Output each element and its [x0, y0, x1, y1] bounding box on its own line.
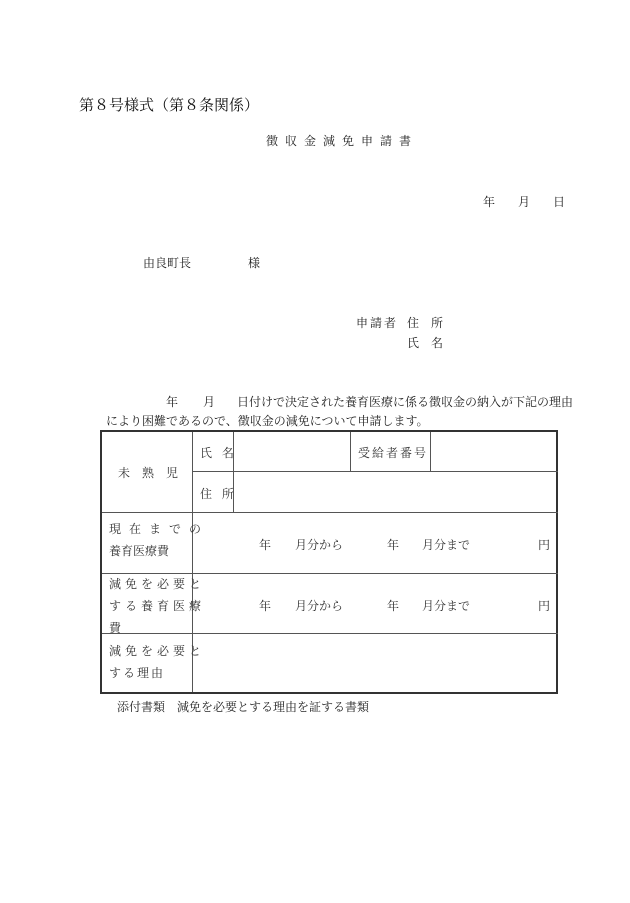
infant-label: 未 熟 児 — [118, 466, 179, 480]
infant-address-field[interactable] — [234, 472, 558, 512]
row-divider — [102, 512, 558, 513]
body-month-label: 月 — [203, 395, 216, 409]
addressee-name: 由良町長 — [143, 256, 192, 270]
reason-label-line1: 減免を必要と — [109, 644, 206, 658]
infant-address-label: 住 所 — [200, 487, 237, 501]
exemption-cost-to-month[interactable]: 月分まで — [422, 599, 471, 613]
exemption-cost-label — [109, 573, 205, 639]
infant-name-field[interactable] — [234, 432, 350, 471]
exemption-cost-label-line1: 減免を必要と — [109, 577, 206, 591]
recipient-number-label: 受給者番号 — [358, 446, 429, 460]
exemption-cost-from-month[interactable]: 月分から — [295, 599, 344, 613]
exemption-cost-amount-unit[interactable]: 円 — [538, 599, 551, 613]
column-divider — [350, 432, 351, 471]
applicant-name-label: 氏 名 — [407, 336, 444, 350]
cost-to-date-from-year[interactable]: 年 — [259, 538, 272, 552]
cost-to-date-to-year[interactable]: 年 — [387, 538, 400, 552]
cost-to-date-label — [109, 518, 209, 562]
cost-to-date-label-line1: 現在までの — [109, 522, 210, 536]
applicant-label: 申請者 — [356, 316, 399, 330]
exemption-cost-label-line2: する養育医療 — [109, 599, 206, 613]
recipient-number-field[interactable] — [431, 432, 558, 471]
addressee-honorific: 様 — [248, 256, 261, 270]
cost-to-date-amount-unit[interactable]: 円 — [538, 538, 551, 552]
exemption-cost-label-line3: 費 — [109, 621, 126, 635]
exemption-cost-from-year[interactable]: 年 — [259, 599, 272, 613]
applicant-address-label: 住 所 — [407, 316, 444, 330]
cost-to-date-to-month[interactable]: 月分まで — [422, 538, 471, 552]
date-day-label: 日 — [553, 195, 566, 209]
reason-label — [109, 640, 205, 684]
cost-to-date-label-line2: 養育医療費 — [109, 544, 170, 558]
document-title: 徴収金減免申請書 — [266, 134, 419, 148]
date-month-label: 月 — [518, 195, 531, 209]
reason-field[interactable] — [193, 634, 558, 692]
infant-name-label: 氏 名 — [200, 446, 237, 460]
reason-label-line2: する理由 — [109, 666, 166, 680]
application-table — [100, 430, 558, 694]
body-year-label: 年 — [166, 395, 179, 409]
body-text-line1: 日付けで決定された養育医療に係る徴収金の納入が下記の理由 — [237, 395, 574, 409]
exemption-cost-to-year[interactable]: 年 — [387, 599, 400, 613]
attachment-label: 添付書類 — [117, 700, 166, 714]
date-year-label: 年 — [483, 195, 496, 209]
attachment-text: 減免を必要とする理由を証する書類 — [177, 700, 370, 714]
cost-to-date-from-month[interactable]: 月分から — [295, 538, 344, 552]
form-number: 第８号様式（第８条関係） — [79, 96, 260, 114]
body-text-line2: により困難であるので、徴収金の減免について申請します。 — [106, 414, 429, 428]
